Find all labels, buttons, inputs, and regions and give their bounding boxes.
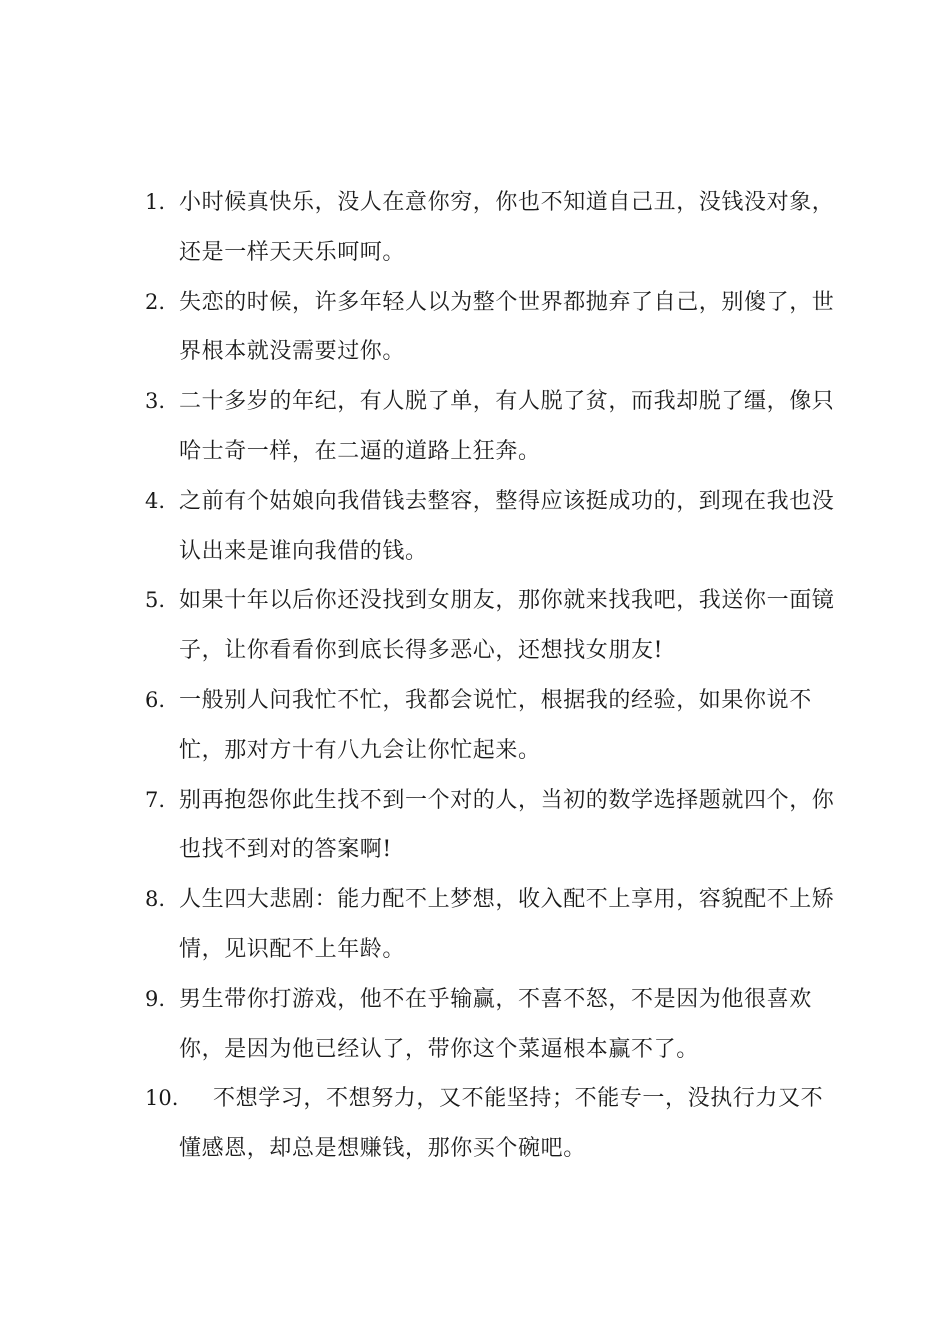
list-item xyxy=(145,776,835,876)
list-item-number: 4. xyxy=(145,488,166,513)
list-item-text: 小时候真快乐，没人在意你穷，你也不知道自己丑，没钱没对象，还是一样天天乐呵呵。 xyxy=(179,190,835,265)
list-item-text: 一般别人问我忙不忙，我都会说忙，根据我的经验，如果你说不忙，那对方十有八九会让你忙起来。 xyxy=(179,687,812,763)
list-item-text: 别再抱怨你此生找不到一个对的人，当初的数学选择题就四个，你也找不到对的答案啊! xyxy=(179,787,835,863)
list-item xyxy=(145,975,835,1075)
list-item-number: 3. xyxy=(145,389,166,414)
list-item-text: 男生带你打游戏，他不在乎输赢，不喜不怒，不是因为他很喜欢你，是因为他已经认了，带你这个菜逼根本赢不了。 xyxy=(179,986,812,1062)
list-item xyxy=(145,676,835,776)
list-item-number: 9. xyxy=(145,986,166,1011)
list-item-number: 6. xyxy=(145,687,166,712)
list-item-number: 2. xyxy=(145,289,166,314)
list-item xyxy=(145,1074,835,1174)
list-item xyxy=(145,178,835,278)
list-item-text: 之前有个姑娘向我借钱去整容，整得应该挺成功的，到现在我也没认出来是谁向我借的钱。 xyxy=(179,488,835,564)
list-item xyxy=(145,477,835,577)
list-item xyxy=(145,576,835,676)
list-item-number: 7. xyxy=(145,787,166,812)
list-item-number: 10. xyxy=(145,1086,179,1111)
list-item-number: 5. xyxy=(145,588,166,613)
list-item-text: 人生四大悲剧：能力配不上梦想，收入配不上享用，容貌配不上矫情，见识配不上年龄。 xyxy=(179,887,835,962)
numbered-list xyxy=(145,178,835,1174)
list-item xyxy=(145,278,835,378)
list-item-text: 如果十年以后你还没找到女朋友，那你就来找我吧，我送你一面镜子，让你看看你到底长得多恶心，还想找女朋友! xyxy=(179,588,835,664)
list-item-number: 1. xyxy=(145,190,166,214)
list-item-number: 8. xyxy=(145,887,166,912)
list-item-text: 失恋的时候，许多年轻人以为整个世界都抛弃了自己，别傻了，世界根本就没需要过你。 xyxy=(179,289,835,365)
list-item-text: 不想学习，不想努力，又不能坚持；不能专一，没执行力又不懂感恩，却总是想赚钱，那你买个碗吧。 xyxy=(179,1086,824,1162)
list-item xyxy=(145,875,835,975)
list-item-text: 二十多岁的年纪，有人脱了单，有人脱了贫，而我却脱了缰，像只哈士奇一样，在二逼的道路上狂奔。 xyxy=(179,389,835,464)
list-item xyxy=(145,377,835,477)
